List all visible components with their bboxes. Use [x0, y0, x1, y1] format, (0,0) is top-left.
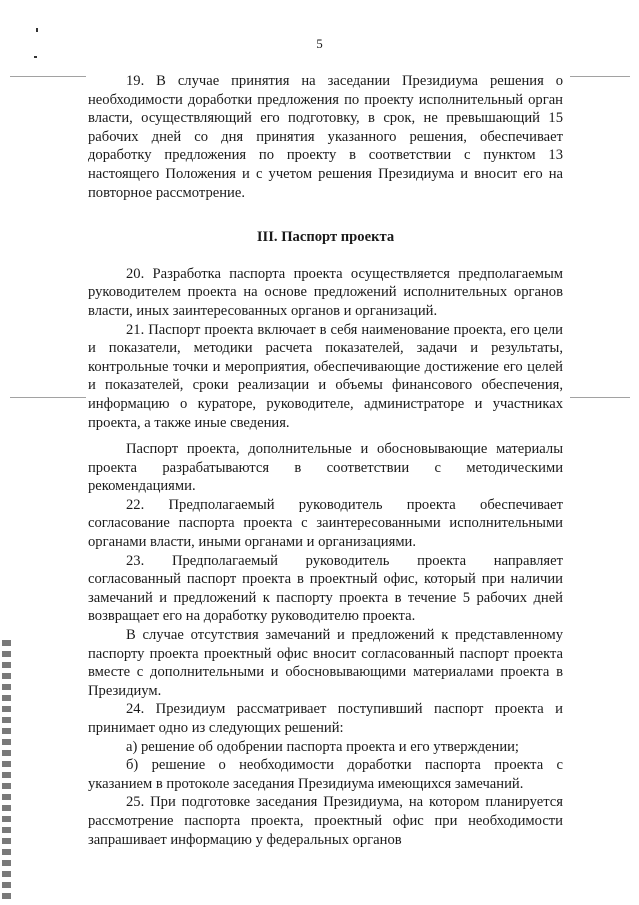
scan-line-top [10, 76, 86, 77]
scan-mark-top-2 [34, 56, 37, 58]
scan-line-top-right [570, 76, 630, 77]
scan-line-mid-right [570, 397, 630, 398]
scan-mark-top [36, 28, 38, 32]
spacer [88, 432, 563, 440]
section-heading: III. Паспорт проекта [256, 229, 395, 246]
page-number: 5 [316, 36, 323, 51]
left-edge-artifact [2, 640, 11, 900]
paragraph-24-item-b: б) решение о необходимости доработки паспорта проекта с указанием в протоколе заседания Президиума имеющихся замечаний. [88, 757, 563, 792]
paragraph-23-continued: В случае отсутствия замечаний и предложений к представленному паспорту проекта проектный офис вносит согласованный паспорт проекта вместе с дополнительными и обосновывающими материалами проекта в Президиум. [88, 627, 563, 699]
paragraph-25: 25. При подготовке заседания Президиума, на котором планируется рассмотрение паспорта проекта, проектный офис при необходимости запрашивает информацию у федеральных органов [88, 794, 563, 848]
paragraph-23: 23. Предполагаемый руководитель проекта направляет согласованный паспорт проекта в проектный офис, который при наличии замечаний и предложений к паспорту проекта в течение 5 рабочих дней возвращает его на доработку руководителю проекта. [88, 552, 563, 625]
paragraph-24-item-a: а) решение об одобрении паспорта проекта и его утверждении; [126, 738, 519, 755]
paragraph-21: 21. Паспорт проекта включает в себя наименование проекта, его цели и показатели, методики расчета показателей, задачи и результаты, контрольные точки и мероприятия, обеспечивающие достижение его целей и показателей, сроки реализации и объемы финансового обеспечения, информацию о кураторе, руководителе, администраторе и участниках проекта, а также иные сведения. [88, 321, 563, 431]
paragraph-20: 20. Разработка паспорта проекта осуществляется предполагаемым руководителем проекта на основе предложений исполнительных органов власти, иных заинтересованных органов и организаций. [88, 265, 563, 319]
paragraph-21-continued: Паспорт проекта, дополнительные и обосновывающие материалы проекта разрабатываются в соответствии с методическими рекомендациями. [88, 441, 563, 495]
scan-line-mid [10, 397, 86, 398]
paragraph-24: 24. Президиум рассматривает поступивший паспорт проекта и принимает одно из следующих решений: [88, 701, 563, 736]
paragraph-19: 19. В случае принятия на заседании Президиума решения о необходимости доработки предложения по проекту исполнительный орган власти, осуществляющий его подготовку, в срок, не превышающий 15 рабочих дней со дня принятия указанного решения, обеспечивает доработку предложения по проекту в соответствии с пунктом 13 настоящего Положения и с учетом решения Президиума и вносит его на повторное рассмотрение. [88, 73, 563, 201]
document-body [88, 72, 563, 849]
paragraph-22: 22. Предполагаемый руководитель проекта обеспечивает согласование паспорта проекта с заинтересованными исполнительными органами власти, иными органами и организациями. [88, 496, 563, 551]
